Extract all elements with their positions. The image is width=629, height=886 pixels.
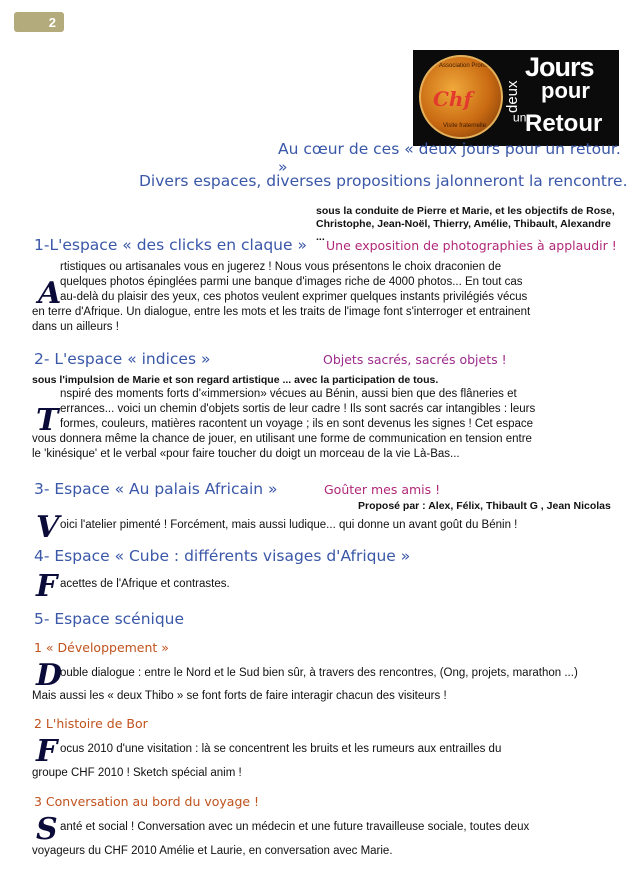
section-5-1-line-1: ouble dialogue : entre le Nord et le Sud bien sûr, à travers des rencontres, (Ong, projets, marathon ...) bbox=[60, 667, 578, 679]
section-3-subtitle: Proposé par : Alex, Félix, Thibault G , Jean Nicolas bbox=[358, 500, 611, 512]
logo-un: un bbox=[513, 112, 527, 126]
section-2-line-5: le 'kinésique' et le verbal «pour faire toucher du doigt un morceau de la vie Là-Bas... bbox=[32, 448, 460, 460]
page-number: 2 bbox=[48, 14, 56, 30]
section-5-3-heading: 3 Conversation au bord du voyage ! bbox=[34, 794, 260, 809]
section-1-tagline: Une exposition de photographies à applaudir ! bbox=[326, 238, 617, 253]
section-3-tagline: Goûter mes amis ! bbox=[324, 482, 441, 497]
section-1-line-4: en terre d'Afrique. Un dialogue, entre les mots et les traits de l'image font s'interroger et entrainent bbox=[32, 306, 531, 318]
section-5-2-drop-letter: F bbox=[36, 734, 58, 769]
section-2-tagline: Objets sacrés, sacrés objets ! bbox=[323, 352, 507, 367]
logo-deux: deux bbox=[504, 80, 521, 114]
intro-credits: sous la conduite de Pierre et Marie, et les objectifs de Rose, Christophe, Jean-Noël, Thierry, Amélie, Thibault, Alexandre ... bbox=[316, 205, 615, 243]
section-5-1-heading: 1 « Développement » bbox=[34, 640, 169, 655]
section-3-heading: 3- Espace « Au palais Africain » bbox=[34, 480, 278, 498]
section-5-2-heading: 2 L'histoire de Bor bbox=[34, 716, 148, 731]
emblem-ring-bottom: Visite fraternelle bbox=[443, 123, 486, 129]
logo-jours: Jours bbox=[525, 52, 594, 82]
page-number-badge bbox=[14, 12, 64, 32]
logo-retour: Retour bbox=[525, 110, 603, 137]
section-3-line-1: oici l'atelier pimenté ! Forcément, mais aussi ludique... qui donne un avant goût du Bénin ! bbox=[60, 519, 518, 531]
emblem-ring-top: Association Promote bbox=[439, 63, 495, 69]
section-5-3-line-1: anté et social ! Conversation avec un médecin et une future travailleuse sociale, toutes deux bbox=[60, 821, 530, 833]
event-logo bbox=[413, 50, 619, 146]
section-1-line-5: dans un ailleurs ! bbox=[32, 321, 119, 333]
section-3-drop-letter: V bbox=[36, 510, 60, 545]
intro-line-2: Divers espaces, diverses propositions jalonneront la rencontre. bbox=[139, 172, 628, 190]
section-2-subtitle: sous l'impulsion de Marie et son regard artistique ... avec la participation de tous. bbox=[32, 374, 439, 386]
emblem-text: Chf bbox=[433, 87, 473, 111]
section-2-line-3: formes, couleurs, matières racontent un voyage ; ils en sont devenus les signes ! Cet espace bbox=[60, 418, 534, 430]
section-5-3-line-2: voyageurs du CHF 2010 Amélie et Laurie, en conversation avec Marie. bbox=[32, 845, 393, 857]
section-5-heading: 5- Espace scénique bbox=[34, 610, 185, 628]
section-4-heading: 4- Espace « Cube : différents visages d'Afrique » bbox=[34, 547, 411, 565]
section-5-1-drop-letter: D bbox=[36, 658, 63, 693]
intro-line-1: Au cœur de ces « deux jours pour un retour. » bbox=[278, 140, 621, 176]
section-1-heading: 1-L'espace « des clicks en claque » bbox=[34, 236, 307, 254]
section-4-line-1: acettes de l'Afrique et contrastes. bbox=[60, 578, 230, 590]
section-4-drop-letter: F bbox=[36, 569, 58, 604]
section-2-heading: 2- L'espace « indices » bbox=[34, 350, 211, 368]
section-2-line-4: vous donnera même la chance de jouer, en utilisant une forme de communication en tension entre bbox=[32, 433, 532, 445]
section-5-3-drop-letter: S bbox=[36, 812, 58, 847]
section-1-line-1: rtistiques ou artisanales vous en jugerez ! Nous vous présentons le choix draconien de bbox=[60, 261, 502, 273]
section-1-line-2: quelques photos épinglées parmi une banque d'images riche de 4000 photos... En tout cas bbox=[60, 276, 523, 288]
section-2-line-2: errances... voici un chemin d'objets sortis de leur cadre ! Ils sont sacrés car intangibles : leurs bbox=[60, 403, 536, 415]
section-2-line-1: nspiré des moments forts d'«immersion» vécues au Bénin, aussi bien que des flâneries et bbox=[60, 388, 517, 400]
section-5-1-line-2: Mais aussi les « deux Thibo » se font forts de faire interagir chacun des visiteurs ! bbox=[32, 690, 447, 702]
section-1-line-3: au-delà du plaisir des yeux, ces photos veulent exprimer quelques instants privilégiés vécus bbox=[60, 291, 528, 303]
section-5-2-line-1: ocus 2010 d'une visitation : là se concentrent les bruits et les rumeurs aux entrailles du bbox=[60, 743, 502, 755]
logo-pour: pour bbox=[541, 78, 590, 103]
association-emblem bbox=[419, 55, 503, 139]
section-2-drop-letter: T bbox=[36, 403, 59, 438]
section-1-drop-letter: A bbox=[38, 276, 62, 311]
section-5-2-line-2: groupe CHF 2010 ! Sketch spécial anim ! bbox=[32, 767, 242, 779]
